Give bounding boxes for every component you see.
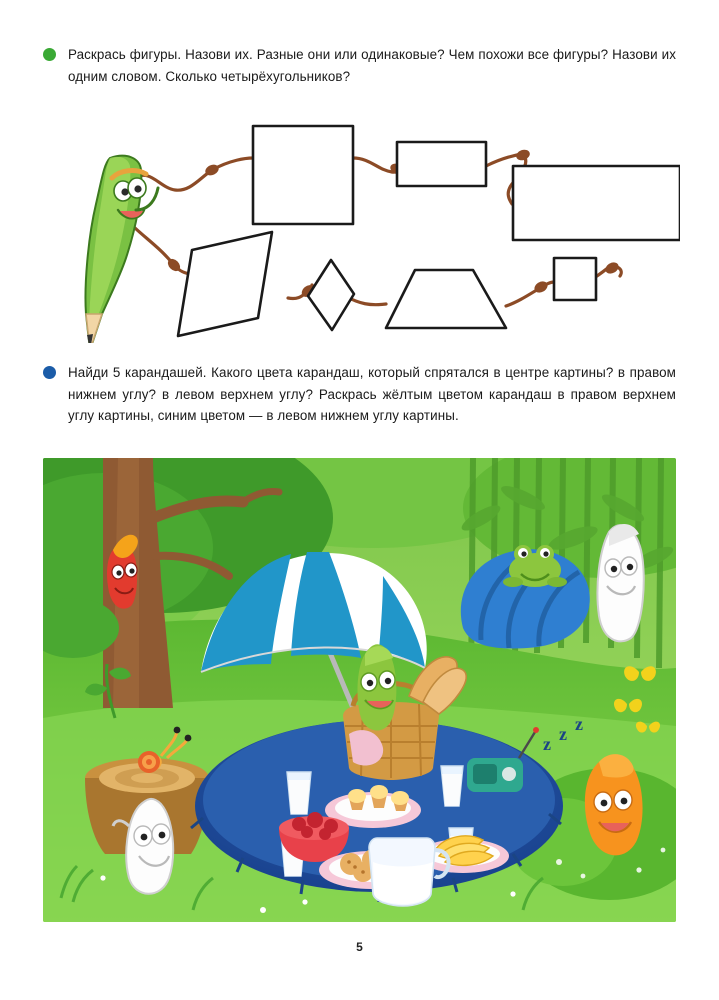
svg-text:z: z [543,734,551,754]
shapes-area [40,118,680,343]
shape-trapezoid [386,270,506,328]
task-1 [43,44,677,87]
picnic-illustration [43,458,676,922]
task-2-text: Найди 5 карандашей. Какого цвета карандаш, который спрятался в центре картины? в правом нижнем углу? в левом верхнем углу? Раскрась жёлтым цветом карандаш в правом верхнем углу картины, синим цветом — в левом нижнем углу картины. [68,365,676,423]
svg-text:z: z [575,714,583,734]
page-number: 5 [356,940,363,954]
shape-square-small [554,258,596,300]
shape-rectangle-small [397,142,486,186]
bullet-blue-icon [43,366,56,379]
shape-parallelogram [178,232,272,336]
shape-rhombus [308,260,354,330]
pencil-character-green [358,644,397,730]
glass-2 [441,766,463,806]
glass-1 [287,772,311,814]
bullet-green-icon [43,48,56,61]
task-2 [43,362,677,427]
green-pencil-character [85,156,158,343]
task-1-text: Раскрась фигуры. Назови их. Разные они или одинаковые? Чем похожи все фигуры? Назови их одним словом. Сколько четырёхугольников? [68,47,676,84]
pencil-character-white [597,524,643,641]
shape-square-large [253,126,353,224]
svg-text:z: z [559,724,567,744]
hidden-pencil-orange [585,754,643,855]
shape-rectangle-wide [513,166,680,240]
